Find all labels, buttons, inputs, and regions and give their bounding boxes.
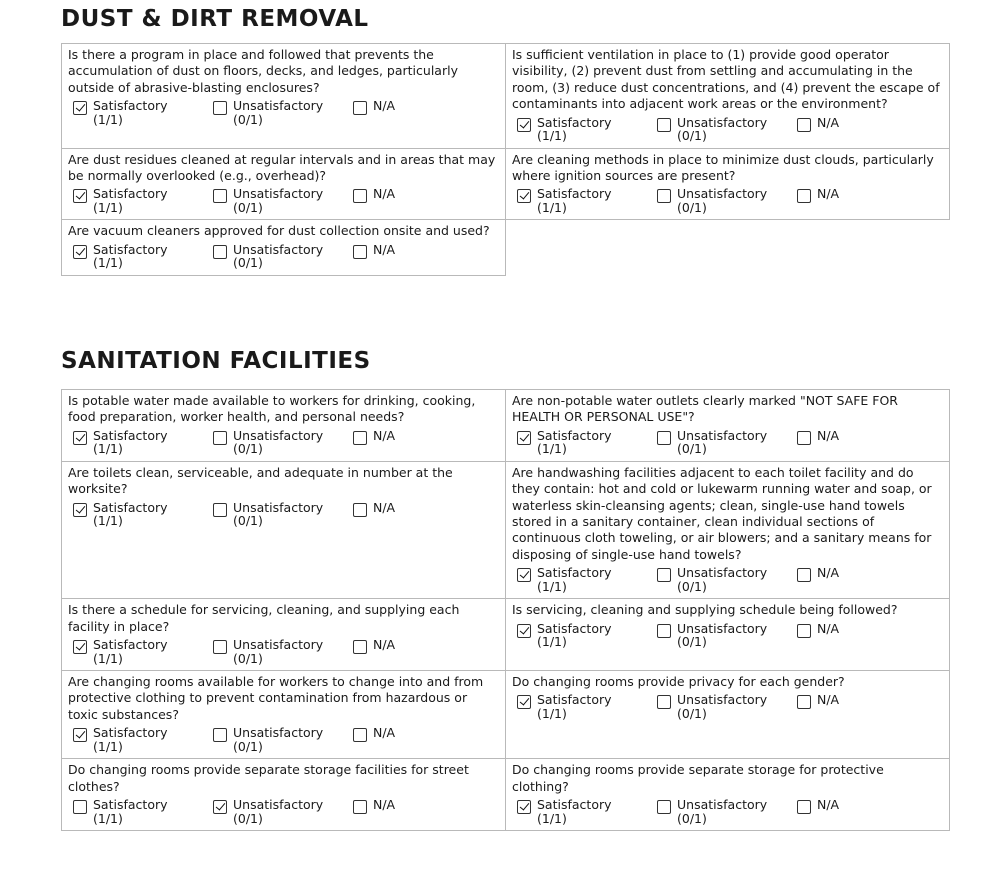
checkbox-checked-icon[interactable]: [517, 431, 531, 445]
checkbox-unchecked-icon[interactable]: [657, 118, 671, 132]
checkbox-unchecked-icon[interactable]: [353, 101, 367, 115]
unsatisfactory-label: Unsatisfactory: [233, 427, 324, 443]
satisfactory-label: Satisfactory: [537, 186, 612, 202]
question-cell: [506, 390, 950, 462]
unsatisfactory-option[interactable]: [208, 501, 348, 528]
answer-options: [512, 429, 943, 456]
satisfactory-label: Satisfactory: [537, 797, 612, 813]
unsatisfactory-score: (0/1): [233, 738, 263, 754]
unsatisfactory-label: Unsatisfactory: [233, 797, 324, 813]
unsatisfactory-option[interactable]: [652, 116, 792, 143]
answer-options: [512, 622, 943, 649]
unsatisfactory-label: Unsatisfactory: [233, 186, 324, 202]
checkbox-unchecked-icon[interactable]: [213, 728, 227, 742]
unsatisfactory-option[interactable]: [652, 798, 792, 825]
unsatisfactory-label-group: [233, 638, 323, 665]
na-label: N/A: [817, 565, 840, 581]
unsatisfactory-option[interactable]: [208, 187, 348, 214]
na-label-group: [817, 187, 839, 201]
unsatisfactory-label: Unsatisfactory: [233, 98, 324, 114]
satisfactory-label: Satisfactory: [93, 98, 168, 114]
question-cell: [506, 149, 950, 221]
satisfactory-option[interactable]: [68, 501, 208, 528]
unsatisfactory-label-group: [677, 429, 767, 456]
section-title-sanitation: SANITATION FACILITIES: [61, 348, 371, 374]
na-label-group: [373, 798, 395, 812]
unsatisfactory-label: Unsatisfactory: [677, 427, 768, 443]
satisfactory-option[interactable]: [68, 429, 208, 456]
checkbox-checked-icon[interactable]: [213, 800, 227, 814]
checkbox-unchecked-icon[interactable]: [797, 695, 811, 709]
unsatisfactory-option[interactable]: [208, 638, 348, 665]
unsatisfactory-label: Unsatisfactory: [677, 692, 768, 708]
question-text: Are vacuum cleaners approved for dust collection onsite and used?: [68, 223, 490, 239]
satisfactory-score: (1/1): [537, 199, 567, 215]
na-label-group: [817, 566, 839, 580]
checkbox-checked-icon[interactable]: [517, 118, 531, 132]
unsatisfactory-score: (0/1): [233, 810, 263, 826]
satisfactory-label: Satisfactory: [93, 797, 168, 813]
question-cell: [62, 44, 506, 149]
checkbox-unchecked-icon[interactable]: [797, 118, 811, 132]
question-cell: [62, 462, 506, 599]
satisfactory-label-group: [93, 501, 168, 528]
satisfactory-option[interactable]: [512, 116, 652, 143]
checkbox-checked-icon[interactable]: [73, 431, 87, 445]
na-label-group: [817, 693, 839, 707]
sanitation-question-grid: [61, 389, 950, 831]
unsatisfactory-label-group: [233, 99, 323, 126]
unsatisfactory-score: (0/1): [233, 255, 263, 271]
satisfactory-label: Satisfactory: [93, 637, 168, 653]
answer-options: [68, 243, 499, 270]
question-cell: [62, 759, 506, 831]
satisfactory-option[interactable]: [68, 798, 208, 825]
satisfactory-option[interactable]: [512, 798, 652, 825]
na-option[interactable]: [348, 187, 428, 214]
unsatisfactory-label-group: [677, 693, 767, 720]
unsatisfactory-label-group: [233, 726, 323, 753]
satisfactory-label-group: [93, 798, 168, 825]
empty-cell: [506, 220, 950, 275]
checkbox-checked-icon[interactable]: [73, 245, 87, 259]
unsatisfactory-option[interactable]: [208, 243, 348, 270]
satisfactory-label-group: [93, 243, 168, 270]
unsatisfactory-score: (0/1): [677, 128, 707, 144]
question-text: Do changing rooms provide separate storage for protective clothing?: [512, 762, 884, 794]
unsatisfactory-label: Unsatisfactory: [233, 725, 324, 741]
na-option[interactable]: [792, 693, 872, 720]
na-label-group: [373, 243, 395, 257]
satisfactory-option[interactable]: [68, 99, 208, 126]
satisfactory-score: (1/1): [93, 513, 123, 529]
unsatisfactory-label-group: [677, 798, 767, 825]
checkbox-checked-icon[interactable]: [517, 568, 531, 582]
question-text: Are non-potable water outlets clearly marked "NOT SAFE FOR HEALTH OR PERSONAL USE"?: [512, 393, 898, 425]
na-label-group: [817, 116, 839, 130]
unsatisfactory-score: (0/1): [677, 441, 707, 457]
answer-options: [68, 429, 499, 456]
question-cell: [62, 390, 506, 462]
unsatisfactory-score: (0/1): [677, 634, 707, 650]
satisfactory-label-group: [93, 726, 168, 753]
checkbox-unchecked-icon[interactable]: [353, 189, 367, 203]
satisfactory-label-group: [93, 99, 168, 126]
na-label: N/A: [817, 427, 840, 443]
satisfactory-label: Satisfactory: [93, 241, 168, 257]
satisfactory-score: (1/1): [93, 441, 123, 457]
answer-options: [512, 693, 943, 720]
unsatisfactory-option[interactable]: [652, 693, 792, 720]
satisfactory-option[interactable]: [512, 429, 652, 456]
checkbox-unchecked-icon[interactable]: [353, 503, 367, 517]
satisfactory-option[interactable]: [68, 243, 208, 270]
checkbox-checked-icon[interactable]: [73, 640, 87, 654]
na-option[interactable]: [792, 566, 872, 593]
checkbox-unchecked-icon[interactable]: [353, 800, 367, 814]
na-option[interactable]: [348, 501, 428, 528]
question-text: Do changing rooms provide separate storage facilities for street clothes?: [68, 762, 469, 794]
satisfactory-option[interactable]: [68, 638, 208, 665]
na-option[interactable]: [348, 798, 428, 825]
satisfactory-score: (1/1): [537, 810, 567, 826]
checkbox-checked-icon[interactable]: [73, 101, 87, 115]
checkbox-unchecked-icon[interactable]: [797, 189, 811, 203]
question-text: Are dust residues cleaned at regular intervals and in areas that may be normally overlooked (e.g., overhead)?: [68, 151, 496, 184]
satisfactory-label: Satisfactory: [93, 427, 168, 443]
satisfactory-label: Satisfactory: [537, 427, 612, 443]
unsatisfactory-label: Unsatisfactory: [677, 114, 768, 130]
unsatisfactory-option[interactable]: [208, 726, 348, 753]
unsatisfactory-label: Unsatisfactory: [233, 637, 324, 653]
na-label: N/A: [373, 186, 396, 202]
na-label: N/A: [373, 241, 396, 257]
question-text: Are handwashing facilities adjacent to each toilet facility and do they contain: hot and cold or lukewarm running water and soap, or waterless skin-cleansing agents; clean, single-use hand towels stored in a sanitary container, clean individual sections of continuous cloth toweling, or air blowers; and a sanitary means for disposing of single-use hand towels?: [512, 464, 932, 562]
checkbox-unchecked-icon[interactable]: [213, 245, 227, 259]
checkbox-unchecked-icon[interactable]: [797, 568, 811, 582]
unsatisfactory-option[interactable]: [652, 622, 792, 649]
question-text: Is there a program in place and followed that prevents the accumulation of dust on floors, decks, and ledges, particularly outside of abrasive-blasting enclosures?: [68, 47, 458, 95]
unsatisfactory-label-group: [233, 798, 323, 825]
checkbox-checked-icon[interactable]: [517, 189, 531, 203]
question-cell: [506, 44, 950, 149]
unsatisfactory-label: Unsatisfactory: [677, 797, 768, 813]
satisfactory-label-group: [537, 116, 612, 143]
unsatisfactory-option[interactable]: [208, 798, 348, 825]
na-label-group: [373, 638, 395, 652]
checkbox-checked-icon[interactable]: [517, 800, 531, 814]
unsatisfactory-option[interactable]: [652, 566, 792, 593]
satisfactory-score: (1/1): [93, 738, 123, 754]
na-label: N/A: [373, 797, 396, 813]
question-text: Is potable water made available to workers for drinking, cooking, food preparation, worker health, and personal needs?: [68, 393, 476, 425]
answer-options: [68, 99, 499, 126]
satisfactory-option[interactable]: [512, 566, 652, 593]
checkbox-unchecked-icon[interactable]: [797, 431, 811, 445]
satisfactory-score: (1/1): [93, 650, 123, 666]
question-text: Are toilets clean, serviceable, and adequate in number at the worksite?: [68, 464, 453, 497]
satisfactory-score: (1/1): [93, 255, 123, 271]
na-label-group: [373, 429, 395, 443]
question-cell: [506, 599, 950, 671]
satisfactory-option[interactable]: [68, 187, 208, 214]
na-option[interactable]: [792, 798, 872, 825]
answer-options: [68, 501, 499, 528]
satisfactory-label-group: [537, 429, 612, 456]
unsatisfactory-label: Unsatisfactory: [677, 565, 768, 581]
answer-options: [68, 187, 499, 214]
unsatisfactory-label-group: [677, 116, 767, 143]
na-label: N/A: [817, 692, 840, 708]
unsatisfactory-label-group: [233, 187, 323, 214]
unsatisfactory-score: (0/1): [233, 111, 263, 127]
satisfactory-option[interactable]: [68, 726, 208, 753]
na-label: N/A: [817, 186, 840, 202]
answer-options: [512, 187, 943, 214]
checkbox-unchecked-icon[interactable]: [353, 431, 367, 445]
answer-options: [68, 798, 499, 825]
na-option[interactable]: [348, 726, 428, 753]
unsatisfactory-label: Unsatisfactory: [677, 620, 768, 636]
na-label-group: [817, 622, 839, 636]
checkbox-unchecked-icon[interactable]: [213, 189, 227, 203]
question-cell: [62, 599, 506, 671]
unsatisfactory-label-group: [677, 566, 767, 593]
na-option[interactable]: [348, 638, 428, 665]
na-label-group: [817, 798, 839, 812]
answer-options: [512, 798, 943, 825]
answer-options: [68, 638, 499, 665]
unsatisfactory-label: Unsatisfactory: [233, 499, 324, 515]
unsatisfactory-score: (0/1): [677, 578, 707, 594]
question-cell: [506, 759, 950, 831]
na-label: N/A: [373, 499, 396, 515]
na-option[interactable]: [792, 187, 872, 214]
unsatisfactory-score: (0/1): [677, 810, 707, 826]
unsatisfactory-label-group: [677, 187, 767, 214]
na-option[interactable]: [792, 622, 872, 649]
na-option[interactable]: [792, 116, 872, 143]
na-option[interactable]: [792, 429, 872, 456]
satisfactory-option[interactable]: [512, 187, 652, 214]
checkbox-unchecked-icon[interactable]: [657, 695, 671, 709]
na-label: N/A: [373, 427, 396, 443]
na-option[interactable]: [348, 243, 428, 270]
question-text: Is servicing, cleaning and supplying schedule being followed?: [512, 602, 898, 618]
unsatisfactory-score: (0/1): [233, 513, 263, 529]
satisfactory-label: Satisfactory: [537, 692, 612, 708]
question-cell: [62, 149, 506, 221]
checkbox-unchecked-icon[interactable]: [657, 568, 671, 582]
unsatisfactory-option[interactable]: [208, 99, 348, 126]
satisfactory-score: (1/1): [537, 578, 567, 594]
checkbox-unchecked-icon[interactable]: [657, 189, 671, 203]
section-title-dust: DUST & DIRT REMOVAL: [61, 6, 369, 32]
na-label-group: [817, 429, 839, 443]
checkbox-checked-icon[interactable]: [73, 503, 87, 517]
checkbox-unchecked-icon[interactable]: [73, 800, 87, 814]
checkbox-unchecked-icon[interactable]: [657, 800, 671, 814]
question-cell: [506, 671, 950, 759]
unsatisfactory-option[interactable]: [652, 187, 792, 214]
unsatisfactory-score: (0/1): [233, 650, 263, 666]
satisfactory-score: (1/1): [93, 111, 123, 127]
satisfactory-score: (1/1): [537, 634, 567, 650]
na-label: N/A: [817, 114, 840, 130]
na-label-group: [373, 501, 395, 515]
satisfactory-score: (1/1): [537, 441, 567, 457]
satisfactory-score: (1/1): [93, 810, 123, 826]
unsatisfactory-label: Unsatisfactory: [677, 186, 768, 202]
unsatisfactory-label-group: [233, 429, 323, 456]
question-text: Is there a schedule for servicing, cleaning, and supplying each facility in place?: [68, 602, 460, 634]
satisfactory-score: (1/1): [537, 128, 567, 144]
satisfactory-label-group: [537, 622, 612, 649]
checkbox-unchecked-icon[interactable]: [213, 640, 227, 654]
question-cell: [62, 220, 506, 275]
unsatisfactory-option[interactable]: [208, 429, 348, 456]
checkbox-unchecked-icon[interactable]: [213, 101, 227, 115]
satisfactory-option[interactable]: [512, 693, 652, 720]
na-option[interactable]: [348, 429, 428, 456]
unsatisfactory-score: (0/1): [677, 705, 707, 721]
unsatisfactory-label-group: [677, 622, 767, 649]
na-label: N/A: [373, 98, 396, 114]
answer-options: [512, 566, 943, 593]
checkbox-unchecked-icon[interactable]: [797, 800, 811, 814]
checkbox-checked-icon[interactable]: [517, 624, 531, 638]
question-text: Are changing rooms available for workers to change into and from protective clothing to prevent contamination from hazardous or toxic substances?: [68, 674, 484, 722]
unsatisfactory-label-group: [233, 501, 323, 528]
question-cell: [506, 462, 950, 599]
checkbox-unchecked-icon[interactable]: [213, 503, 227, 517]
satisfactory-score: (1/1): [93, 199, 123, 215]
satisfactory-label: Satisfactory: [537, 114, 612, 130]
question-text: Are cleaning methods in place to minimize dust clouds, particularly where ignition sources are present?: [512, 151, 934, 184]
question-text: Do changing rooms provide privacy for each gender?: [512, 674, 845, 690]
answer-options: [68, 726, 499, 753]
unsatisfactory-score: (0/1): [233, 441, 263, 457]
satisfactory-label: Satisfactory: [93, 186, 168, 202]
satisfactory-label: Satisfactory: [537, 565, 612, 581]
satisfactory-label: Satisfactory: [537, 620, 612, 636]
unsatisfactory-score: (0/1): [233, 199, 263, 215]
checkbox-unchecked-icon[interactable]: [353, 245, 367, 259]
na-label: N/A: [373, 725, 396, 741]
satisfactory-label-group: [537, 693, 612, 720]
satisfactory-label-group: [537, 566, 612, 593]
satisfactory-label-group: [93, 187, 168, 214]
checkbox-unchecked-icon[interactable]: [353, 640, 367, 654]
satisfactory-label-group: [537, 187, 612, 214]
na-label-group: [373, 726, 395, 740]
satisfactory-label: Satisfactory: [93, 725, 168, 741]
satisfactory-label-group: [537, 798, 612, 825]
satisfactory-option[interactable]: [512, 622, 652, 649]
question-cell: [62, 671, 506, 759]
checkbox-checked-icon[interactable]: [73, 189, 87, 203]
checkbox-unchecked-icon[interactable]: [213, 431, 227, 445]
na-label-group: [373, 187, 395, 201]
checkbox-checked-icon[interactable]: [73, 728, 87, 742]
checkbox-unchecked-icon[interactable]: [657, 624, 671, 638]
na-label-group: [373, 99, 395, 113]
question-text: Is sufficient ventilation in place to (1) provide good operator visibility, (2) prevent dust from settling and accumulating in the room, (3) reduce dust concentrations, and (4) prevent the escape of contaminants into adjacent work areas or the environment?: [512, 47, 940, 112]
unsatisfactory-label-group: [233, 243, 323, 270]
na-option[interactable]: [348, 99, 428, 126]
checkbox-unchecked-icon[interactable]: [353, 728, 367, 742]
unsatisfactory-option[interactable]: [652, 429, 792, 456]
satisfactory-label-group: [93, 638, 168, 665]
checkbox-unchecked-icon[interactable]: [797, 624, 811, 638]
satisfactory-score: (1/1): [537, 705, 567, 721]
satisfactory-label: Satisfactory: [93, 499, 168, 515]
dust-question-grid: [61, 43, 950, 276]
checkbox-checked-icon[interactable]: [517, 695, 531, 709]
checkbox-unchecked-icon[interactable]: [657, 431, 671, 445]
unsatisfactory-score: (0/1): [677, 199, 707, 215]
unsatisfactory-label: Unsatisfactory: [233, 241, 324, 257]
satisfactory-label-group: [93, 429, 168, 456]
na-label: N/A: [817, 620, 840, 636]
na-label: N/A: [817, 797, 840, 813]
answer-options: [512, 116, 943, 143]
na-label: N/A: [373, 637, 396, 653]
